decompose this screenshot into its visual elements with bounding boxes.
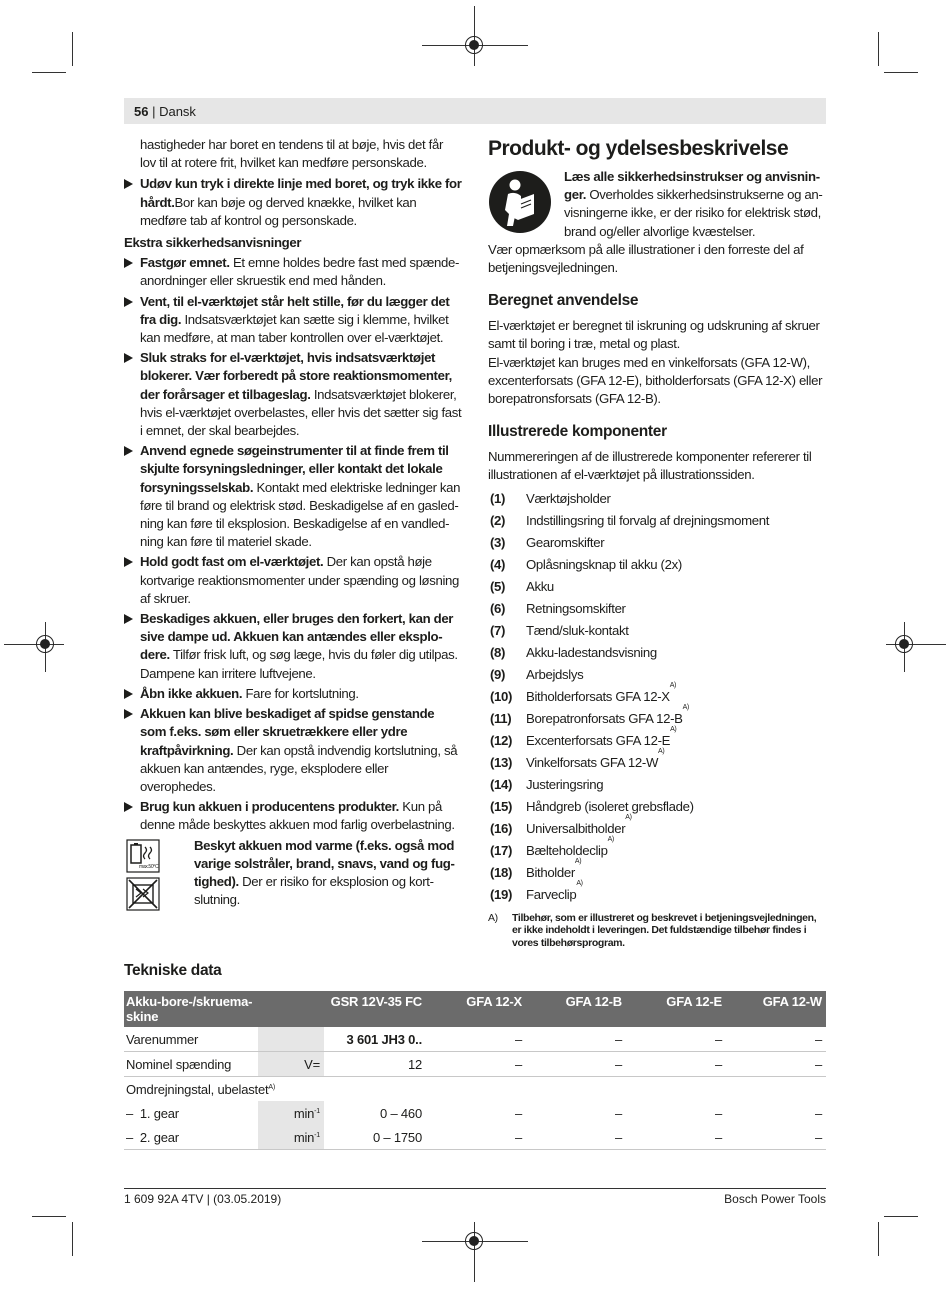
row-value: 0 – 1750 (324, 1125, 426, 1150)
component-item (488, 703, 826, 730)
component-label: Bitholder (526, 864, 575, 880)
row-cell: – (726, 1052, 826, 1077)
row-cell: – (426, 1125, 526, 1150)
component-item (488, 813, 826, 840)
row-cell: – (714, 1105, 722, 1121)
component-number: (11) (490, 710, 512, 726)
component-number: (5) (490, 578, 506, 594)
component-number: (10) (490, 688, 513, 704)
component-label: Indstillingsring til forvalg af drejningsmoment (526, 512, 770, 528)
heat-icon-label: max.50°C (139, 863, 159, 870)
registration-mark-icon (465, 1232, 483, 1250)
row-value: 3 601 JH3 0.. (324, 1027, 426, 1052)
component-item (488, 620, 826, 642)
safety-item: Sluk straks for el-værktøjet, hvis indsatsværktøjet blokerer. Vær forberedt på store reaktionsmomenter, der forårsager et tilbageslag. Indsatsværktøjet blokerer, hvis el-værktøjet overbelastes, eller hvis det sætter sig fast i emnet, der skal bearbejdes. (124, 349, 462, 440)
component-footnote-ref: A) (670, 725, 677, 733)
component-item (488, 576, 826, 598)
row-cell: – (614, 1105, 622, 1121)
component-label: Bælteholdeclip (526, 842, 608, 858)
table-header-cell: GFA 12-B (526, 991, 626, 1027)
component-label: Akku (526, 578, 554, 594)
safety-item: Hold godt fast om el-værktøjet. Der kan opstå høje kortvarige reaktionsmomenter under spænding og løsning af skruer. (124, 553, 462, 608)
component-number: (15) (490, 798, 513, 814)
registration-line (474, 1222, 475, 1282)
component-label: Universalbitholder (526, 820, 626, 836)
component-label: Værktøjsholder (526, 490, 611, 506)
safety-item: Anvend egnede søgeinstrumenter til at finde frem til skjulte forsyningsledninger, eller kontakt det lokale forsyningsselskab. Kontakt med elektriske ledninger kan føre til brand og elektrisk stød. Beskadigelse af en gasledning kan føre til eksplosion. Beskadigelse af en vandledning kan føre til materiel skade. (124, 442, 462, 551)
component-number: (12) (490, 732, 513, 748)
component-number: (16) (490, 820, 513, 836)
footnote-text: Tilbehør, som er illustreret og beskrevet i betjeningsvejledningen, er ikke indeholdt i leveringen. Det fuldstændige tilbehør findes i vores tilbehørsprogram. (512, 911, 817, 949)
table-header-cell: GSR 12V-35 FC (324, 991, 426, 1027)
component-label: Bitholderforsats GFA 12-X (526, 688, 670, 704)
component-number: (14) (490, 776, 513, 792)
bullet-triangle-icon (124, 614, 133, 624)
crop-mark (878, 1222, 879, 1256)
component-label: Tænd/sluk-kontakt (526, 622, 629, 638)
component-number: (2) (490, 512, 506, 528)
bullet-triangle-icon (124, 179, 133, 189)
component-label: Justeringsring (526, 776, 604, 792)
row-label: – 1. gear (126, 1105, 179, 1121)
row-unit: $\min^{-1}$ (258, 1101, 324, 1125)
component-item (488, 879, 826, 906)
component-item (488, 747, 826, 774)
illustrations-note: Vær opmærksom på alle illustrationer i den forreste del af betjeningsvejledningen. (488, 241, 804, 276)
component-label: Håndgreb (isoleret grebsflade) (526, 798, 694, 814)
row-cell: – (526, 1027, 626, 1052)
table-header-cell: GFA 12-X (426, 991, 526, 1027)
component-footnote-ref: A) (574, 857, 582, 865)
safety-item: Beskadiges akkuen, eller bruges den forkert, kan der sive dampe ud. Akkuen kan antændes eller eksplodere. Tilfør frisk luft, og søg læge, hvis du føler dig utilpas. Dampene kan irritere luftvejene. (124, 610, 462, 683)
crop-mark (884, 1216, 918, 1217)
row-value: 0 – 460 (380, 1105, 422, 1121)
row-cell: – (726, 1027, 826, 1052)
table-header-cell: GFA 12-E (626, 991, 726, 1027)
row-unit (258, 1027, 324, 1052)
component-label: Vinkelforsats GFA 12-W (526, 754, 659, 770)
intended-use-text: El-værktøjet er beregnet til iskruning og udskruning af skruer samt til boring i træ, metal og plast. (488, 318, 820, 352)
row-cell: – (514, 1105, 522, 1121)
bullet-triangle-icon (124, 802, 133, 812)
table-row (124, 1077, 826, 1102)
component-label: Retningsomskifter (526, 600, 626, 616)
heat-warning-text: Beskyt akkuen mod varme (f.eks. også mod varige solstråler, brand, snavs, vand og fugtighed). Der er risiko for eksplosion og kortslutning. (194, 837, 455, 908)
safety-item: Brug kun akkuen i producentens produkter. Kun på denne måde beskyttes akkuen mod farlig overbelastning. (124, 798, 462, 834)
component-item (488, 510, 826, 532)
component-label: Excenterforsats GFA 12-E (526, 732, 671, 748)
row-cell: – (526, 1125, 626, 1150)
row-value: 12 (324, 1052, 426, 1077)
component-number: (8) (490, 644, 506, 660)
language-label: Dansk (159, 104, 196, 119)
component-item (488, 774, 826, 796)
row-cell: – (626, 1125, 726, 1150)
table-row (124, 1101, 826, 1125)
component-label: Farveclip (526, 886, 577, 902)
row-label: Nominel spænding (124, 1052, 258, 1077)
component-label: Borepatronforsats GFA 12-B (526, 710, 683, 726)
component-item (488, 857, 826, 884)
component-number: (9) (490, 666, 506, 682)
crop-mark (878, 32, 879, 66)
row-cell: – (626, 1027, 726, 1052)
intended-use-heading: Beregnet anvendelse (488, 292, 639, 310)
component-footnote-ref: A) (576, 879, 583, 887)
component-number: (17) (490, 842, 513, 858)
component-footnote-ref: A) (682, 703, 689, 711)
component-item (488, 835, 826, 862)
component-number: (18) (490, 864, 513, 880)
row-unit: V= (258, 1052, 324, 1077)
brand-name: Bosch Power Tools (724, 1192, 826, 1206)
component-footnote-ref: A) (658, 747, 665, 755)
safety-item: Vent, til el-værktøjet står helt stille, før du lægger det fra dig. Indsatsværktøjet kan sætte sig i klemme, hvilket kan medføre, at man taber kontrollen over el-værktøjet. (124, 293, 462, 348)
component-item (488, 598, 826, 620)
crop-mark (72, 32, 73, 66)
component-number: (1) (490, 490, 506, 506)
component-footnote-ref: A) (607, 835, 614, 843)
crop-mark (32, 72, 66, 73)
crop-mark (32, 1216, 66, 1217)
row-label: – 2. gear (124, 1125, 258, 1150)
row-cell: – (814, 1105, 822, 1121)
no-disposal-icon (126, 877, 160, 911)
registration-mark-icon (36, 635, 54, 653)
table-row (124, 1052, 826, 1077)
registration-line (4, 644, 64, 645)
table-header-cell: Akku-bore-/skruemaskine (124, 991, 324, 1027)
safety-item: Udøv kun tryk i direkte linje med boret, og tryk ikke for hårdt.Bor kan bøje og derved knække, hvilket kan medføre tab af kontrol og personskade. (124, 175, 462, 230)
component-item (488, 681, 826, 708)
component-item (488, 664, 826, 686)
read-instructions-block (488, 168, 826, 241)
component-number: (13) (490, 754, 513, 770)
component-footnote-ref: A) (625, 813, 632, 821)
intended-use-text: El-værktøjet kan bruges med en vinkelforsats (GFA 12-W), excenterforsats (GFA 12-E), bitholderforsats (GFA 12-X) eller borepatronsforsats (GFA 12-B). (488, 354, 823, 407)
read-manual-icon (488, 170, 552, 234)
row-label: Varenummer (124, 1027, 258, 1052)
component-footnote-ref: A) (669, 681, 677, 689)
page-header-bar (124, 98, 826, 124)
bullet-triangle-icon (124, 446, 133, 456)
component-number: (4) (490, 556, 506, 572)
section-title: Produkt- og ydelsesbeskrivelse (488, 137, 789, 160)
row-cell: – (726, 1125, 826, 1150)
safety-item: Fastgør emnet. Et emne holdes bedre fast med spændeanordninger eller skruestik end med hånden. (124, 254, 462, 290)
safety-item: Akkuen kan blive beskadiget af spidse genstande som f.eks. søm eller skruetrækkere eller ydre kraftpåvirkning. Der kan opstå indvendig kortslutning, så akkuen kan antændes, ryge, eksplodere eller overophedes. (124, 705, 462, 796)
component-label: Gearomskifter (526, 534, 605, 550)
registration-mark-icon (895, 635, 913, 653)
component-label: Arbejdslys (526, 666, 584, 682)
battery-heat-icon (126, 839, 160, 873)
component-item (488, 725, 826, 752)
footnote (488, 912, 826, 950)
component-number: (19) (490, 886, 513, 902)
bullet-triangle-icon (124, 557, 133, 567)
component-number: (3) (490, 534, 506, 550)
table-row (124, 1125, 826, 1150)
row-cell: – (426, 1027, 526, 1052)
section-subheading: Ekstra sikkerhedsanvisninger (124, 235, 302, 251)
bullet-triangle-icon (124, 709, 133, 719)
table-header-row (124, 991, 826, 1027)
intro-text: hastigheder har boret en tendens til at bøje, hvis det får lov til at rotere frit, hvilket kan medføre personskade. (140, 137, 443, 171)
page-header: 56 | Dansk (134, 104, 196, 119)
components-heading: Illustrerede komponenter (488, 423, 667, 441)
row-unit: $\min^{-1}$ (258, 1125, 324, 1150)
table-header-cell: GFA 12-W (726, 991, 826, 1027)
bullet-triangle-icon (124, 689, 133, 699)
crop-mark (884, 72, 918, 73)
crop-mark (72, 1222, 73, 1256)
read-instructions-text: Læs alle sikkerhedsinstrukser og anvisninger. Overholdes sikkerhedsinstrukserne og anvisningerne ikke, er der risiko for elektrisk stød, brand og/eller alvorlige kvæstelser. (564, 169, 823, 239)
component-label: Oplåsningsknap til akku (2x) (526, 556, 682, 572)
row-cell: – (626, 1052, 726, 1077)
bullet-triangle-icon (124, 258, 133, 268)
bullet-triangle-icon (124, 297, 133, 307)
right-column (488, 136, 826, 949)
row-label: Omdrejningstal, ubelastet$^{A)}$ (126, 1081, 276, 1097)
component-item (488, 532, 826, 554)
bullet-triangle-icon (124, 353, 133, 363)
component-number: (6) (490, 600, 506, 616)
row-cell: – (426, 1052, 526, 1077)
component-item (488, 554, 826, 576)
components-intro: Nummereringen af de illustrerede komponenter refererer til illustrationen af el-værktøjet på illustrationssiden. (488, 449, 812, 483)
footnote-mark: A) (488, 911, 498, 924)
row-cell: – (526, 1052, 626, 1077)
page-number: 56 (134, 104, 149, 119)
heat-warning (124, 837, 462, 911)
component-item (488, 796, 826, 818)
doc-id: 1 609 92A 4TV | (03.05.2019) (124, 1192, 282, 1206)
tech-data-heading: Tekniske data (124, 962, 222, 979)
component-number: (7) (490, 622, 506, 638)
component-item (488, 488, 826, 510)
safety-item: Åbn ikke akkuen. Fare for kortslutning. (124, 685, 462, 703)
tech-data-table (124, 991, 826, 1150)
component-label: Akku-ladestandsvisning (526, 644, 657, 660)
component-item (488, 642, 826, 664)
components-list (488, 488, 826, 906)
left-column (124, 136, 462, 911)
table-row (124, 1027, 826, 1052)
registration-mark-icon (465, 36, 483, 54)
footer-rule (124, 1188, 826, 1189)
